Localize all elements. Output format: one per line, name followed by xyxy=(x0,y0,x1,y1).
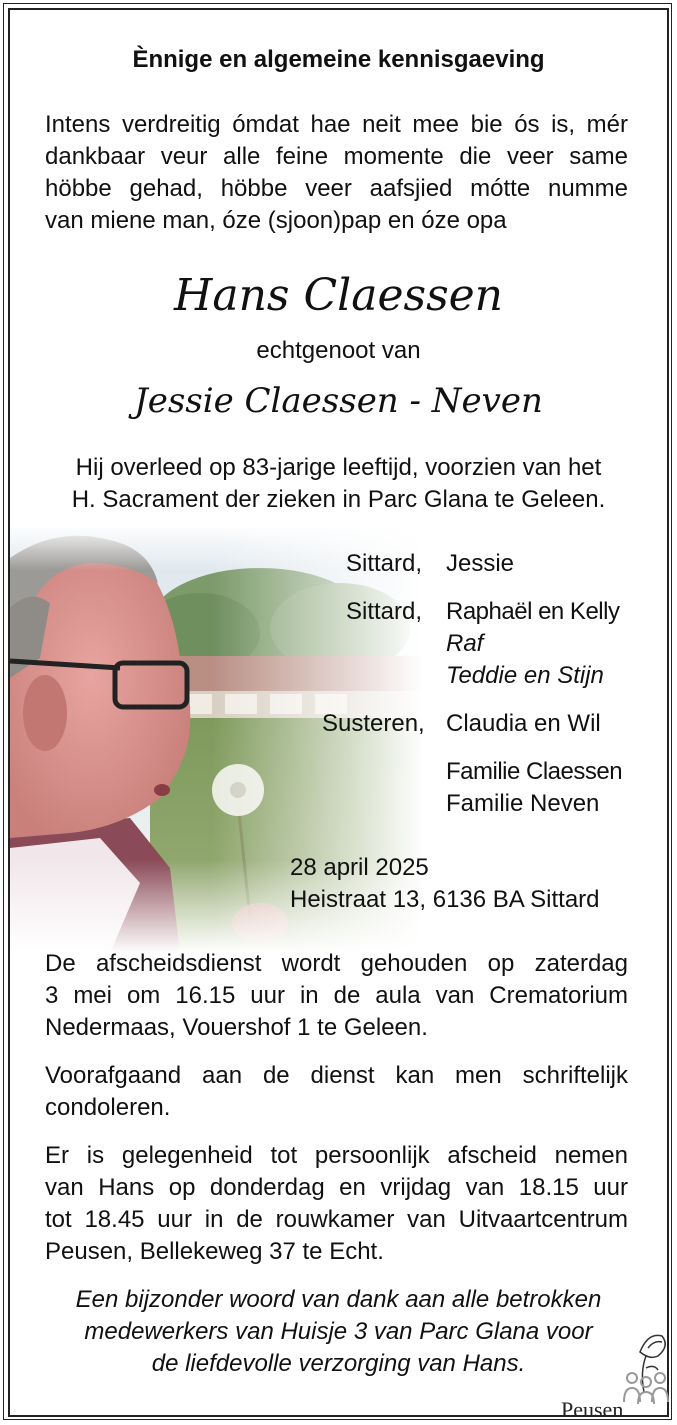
intro-line: dankbaar veur alle feine momente die veer same xyxy=(45,143,628,170)
family-address: Heistraat 13, 6136 BA Sittard xyxy=(290,886,600,913)
deceased-name: Hans Claessen xyxy=(173,270,504,321)
thanks-line: Een bijzonder woord van dank aan alle betrokken xyxy=(75,1286,602,1313)
family-names: Jessie xyxy=(446,550,515,577)
spouse-name: Jessie Claessen - Neven xyxy=(134,381,543,421)
service-line: De afscheidsdienst wordt gehouden op zaterdag xyxy=(45,950,628,977)
thanks-line: de liefdevolle verzorging van Hans. xyxy=(151,1350,526,1377)
family-grandchild: Raf xyxy=(446,630,484,657)
condolence-line: condoleren. xyxy=(45,1094,171,1121)
family-place: Susteren, xyxy=(322,710,425,737)
intro-line: Intens verdreitig ómdat hae neit mee bie ós is, mér xyxy=(45,111,628,138)
notice-date: 28 april 2025 xyxy=(290,854,429,881)
family-names: Familie Neven xyxy=(446,790,600,817)
family-place: Sittard, xyxy=(346,598,423,625)
condolence-line: Voorafgaand aan de dienst kan men schriftelijk xyxy=(45,1062,628,1089)
family-names: Raphaël en Kelly xyxy=(446,598,620,625)
funeral-home-name: Peusen xyxy=(561,1397,624,1422)
death-line: H. Sacrament der zieken in Parc Glana te Geleen. xyxy=(71,486,606,513)
death-line: Hij overleed op 83-jarige leeftijd, voorzien van het xyxy=(75,454,602,481)
family-names: Familie Claessen xyxy=(446,758,623,785)
intro-line: van miene man, óze (sjoon)pap en óze opa xyxy=(45,207,507,234)
service-line: 3 mei om 16.15 uur in de aula van Crematorium xyxy=(45,982,628,1009)
notice-heading: Ènnige en algemeine kennisgaeving xyxy=(132,46,545,73)
family-grandchild: Teddie en Stijn xyxy=(446,662,604,689)
intro-line: höbbe gehad, höbbe veer aafsjied mótte numme xyxy=(45,175,628,202)
service-line: Nedermaas, Vouershof 1 te Geleen. xyxy=(45,1014,428,1041)
spouse-prefix: echtgenoot van xyxy=(256,337,421,364)
family-place: Sittard, xyxy=(346,550,423,577)
farewell-line: van Hans op donderdag en vrijdag van 18.15 uur xyxy=(45,1174,628,1201)
thanks-line: medewerkers van Huisje 3 van Parc Glana voor xyxy=(84,1318,593,1345)
farewell-line: Peusen, Bellekeweg 37 te Echt. xyxy=(45,1238,384,1265)
family-names: Claudia en Wil xyxy=(446,710,601,737)
farewell-line: Er is gelegenheid tot persoonlijk afscheid nemen xyxy=(45,1142,628,1169)
farewell-line: tot 18.45 uur in de rouwkamer van Uitvaartcentrum xyxy=(45,1206,628,1233)
